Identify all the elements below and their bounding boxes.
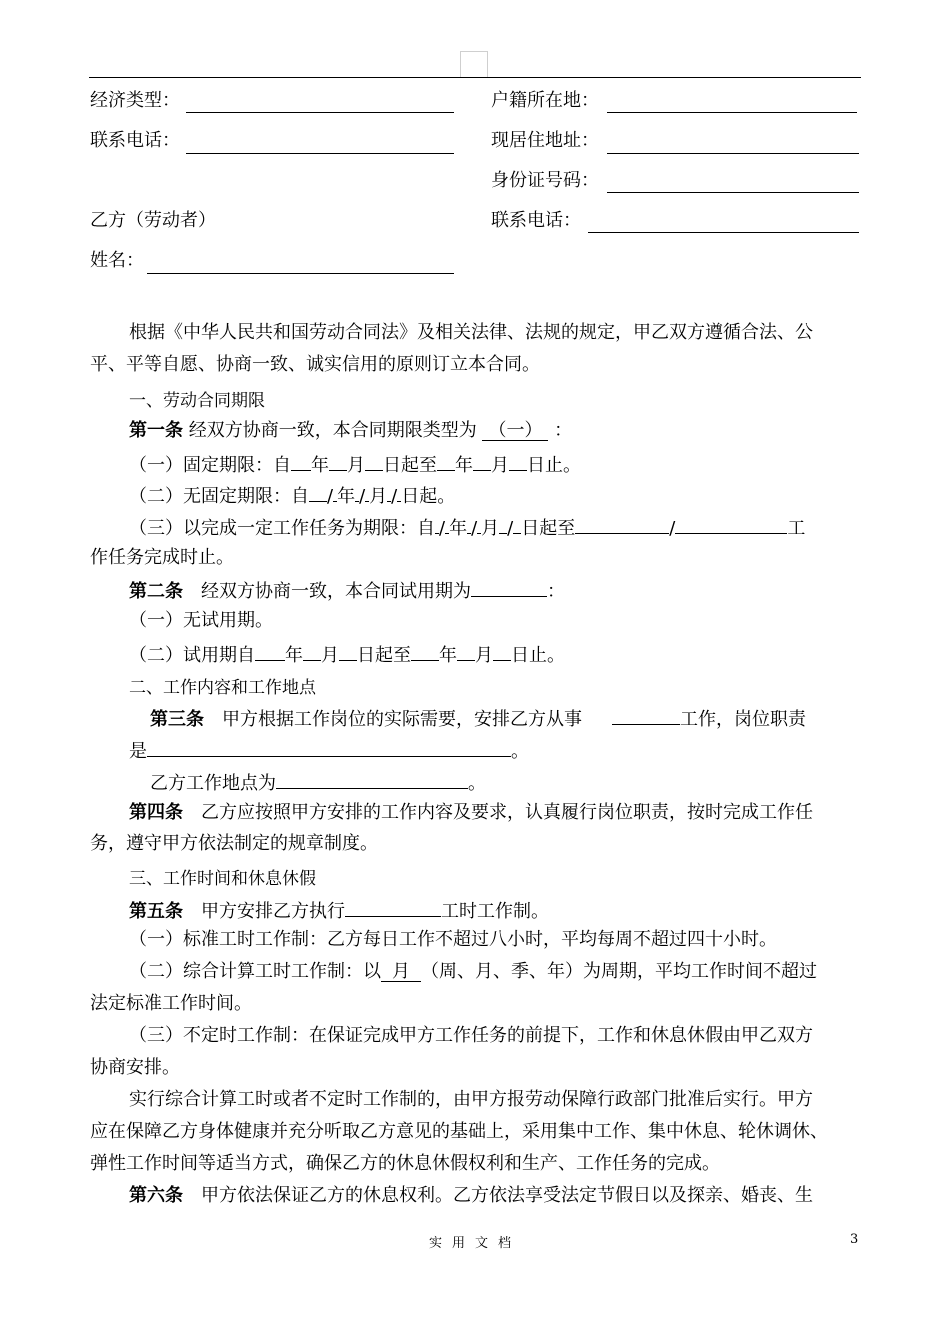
name-field [90,248,144,274]
month-label: 月 [481,518,500,539]
blank [303,640,321,661]
article-1-item-3-cont: 作任务完成时止。 [90,547,234,568]
article-1-item-2 [129,481,455,510]
slash: / [327,486,334,507]
article-5-item-3-cont: 协商安排。 [90,1057,180,1078]
article-3-duties [129,736,529,765]
economic-type-label: 经济类型： [90,90,180,111]
article-4-title: 第四条 [129,802,183,823]
item-2-prefix: （二）综合计算工时工作制：以 [129,961,381,982]
blank [291,450,311,471]
economic-type-blank [186,112,454,113]
end-label: 日起。 [401,486,456,507]
article-1-tail: ： [548,420,573,441]
article-2-item-2 [129,640,565,669]
id-blank [607,192,859,193]
slash: / [439,518,446,539]
id-label: 身份证号码： [491,170,599,191]
article-1-item-3 [129,513,805,542]
month-label: 月 [369,486,388,507]
page-corner-mark [460,51,488,77]
article-3-place [150,768,486,797]
phone-blank-a [186,153,454,154]
intro-line-2: 平、平等自愿、协商一致、诚实信用的原则订立本合同。 [90,354,540,375]
article-5-item-3: （三）不定时工作制：在保证完成甲方工作任务的前提下，工作和休息休假由甲乙双方 [129,1025,813,1046]
item-2-prefix: （二）无固定期限：自 [129,486,309,507]
article-5-text: 甲方安排乙方执行 [183,901,345,922]
phone-label-a: 联系电话： [90,130,180,151]
blank [309,481,327,502]
slash: / [507,518,514,539]
name-blank [147,273,454,274]
article-1 [129,418,572,444]
id-field [491,168,599,194]
blank [509,450,527,471]
article-3-text: 甲方根据工作岗位的实际需要，安排乙方从事 [204,709,582,730]
residence-blank [607,153,859,154]
article-2 [129,576,565,605]
article-5 [129,896,549,925]
article-6-title: 第六条 [129,1185,183,1206]
blank [473,450,491,471]
duties-end: 。 [511,741,529,762]
phone-blank-b [588,232,859,233]
article-5-title: 第五条 [129,901,183,922]
duties-prefix: 是 [129,741,147,762]
residence-field [491,128,599,154]
article-4 [129,800,813,826]
period-value: 月 [381,961,421,982]
end-label: 日止。 [527,455,581,476]
slash: / [359,486,366,507]
article-2-title: 第二条 [129,581,183,602]
blank [365,450,383,471]
probation-blank [471,576,547,597]
header-rule [89,77,861,78]
domicile-label: 户籍所在地： [491,90,599,111]
article-1-value: （一） [482,420,548,441]
phone-field-a [90,128,180,154]
day-label: 日起至 [357,645,411,666]
article-4-cont: 务，遵守甲方依法制定的规章制度。 [90,833,378,854]
blank [437,450,455,471]
end-label: 日止。 [511,645,565,666]
article-5-tail: 工时工作制。 [441,901,549,922]
month-label: 月 [347,455,365,476]
blank [493,640,511,661]
item-2-prefix: （二）试用期自 [129,645,255,666]
article-5-note-1: 实行综合计算工时或者不定时工作制的，由甲方报劳动保障行政部门批准后实行。甲方 [129,1089,813,1110]
place-end: 。 [468,773,486,794]
blank [411,640,439,661]
article-1-title: 第一条 [129,420,183,441]
article-3 [150,704,806,733]
year-label: 年 [449,518,468,539]
article-6-text: 甲方依法保证乙方的休息权利。乙方依法享受法定节假日以及探亲、婚丧、生 [183,1185,813,1206]
phone-field-b [491,208,581,234]
party-b-label: 乙方（劳动者） [90,210,216,231]
blank [675,513,787,534]
item-3-prefix: （三）以完成一定工作任务为期限：自 [129,518,435,539]
article-5-item-2 [129,959,817,985]
slash: / [391,486,398,507]
blank [457,640,475,661]
blank [255,640,285,661]
article-5-note-3: 弹性工作时间等适当方式，确保乙方的休息休假权利和生产、工作任务的完成。 [90,1153,720,1174]
year-label: 年 [455,455,473,476]
article-6 [129,1183,813,1209]
intro-line-1: 根据《中华人民共和国劳动合同法》及相关法律、法规的规定，甲乙双方遵循合法、公 [129,322,813,343]
phone-label-b: 联系电话： [491,210,581,231]
article-5-item-2-cont: 法定标准工作时间。 [90,993,252,1014]
item-2-tail: （周、月、季、年）为周期，平均工作时间不超过 [421,961,817,982]
month-label: 月 [321,645,339,666]
blank [575,513,669,534]
year-label: 年 [285,645,303,666]
year-label: 年 [439,645,457,666]
place-prefix: 乙方工作地点为 [150,773,276,794]
month-label: 月 [475,645,493,666]
economic-type-field [90,88,180,114]
section-3-heading: 三、工作时间和休息休假 [129,869,316,889]
domicile-blank [607,112,857,113]
day-label: 日起至 [521,518,576,539]
year-label: 年 [311,455,329,476]
article-5-note-2: 应在保障乙方身体健康并充分听取乙方意见的基础上，采用集中工作、集中休息、轮休调休、 [90,1121,828,1142]
article-2-tail: ： [547,581,565,602]
job-blank [612,704,680,725]
article-1-text: 经双方协商一致，本合同期限类型为 [183,420,483,441]
year-label: 年 [337,486,356,507]
article-1-item-1 [129,450,581,479]
blank [329,450,347,471]
article-3-title: 第三条 [150,709,204,730]
month-label: 月 [491,455,509,476]
item-1-prefix: （一）固定期限：自 [129,455,291,476]
domicile-field [491,88,599,114]
article-2-text: 经双方协商一致，本合同试用期为 [183,581,471,602]
tail-text: 工 [787,518,806,539]
party-b-heading [90,208,216,234]
article-3-tail: 工作，岗位职责 [680,709,806,730]
article-4-text: 乙方应按照甲方安排的工作内容及要求，认真履行岗位职责，按时完成工作任 [183,802,813,823]
page-number: 3 [850,1232,859,1247]
hours-system-blank [345,896,441,917]
day-label: 日起至 [383,455,437,476]
section-2-heading: 二、工作内容和工作地点 [129,678,316,698]
article-2-item-1: （一）无试用期。 [129,610,273,631]
slash: / [669,518,676,539]
slash: / [471,518,478,539]
article-5-item-1: （一）标准工时工作制：乙方每日工作不超过八小时，平均每周不超过四十小时。 [129,929,777,950]
footer-label: 实用文档 [428,1236,521,1251]
name-label: 姓名： [90,250,144,271]
blank [499,513,507,534]
blank [339,640,357,661]
section-1-heading: 一、劳动合同期限 [129,391,265,411]
place-blank [276,768,468,789]
duties-blank [147,736,511,757]
residence-label: 现居住地址： [491,130,599,151]
